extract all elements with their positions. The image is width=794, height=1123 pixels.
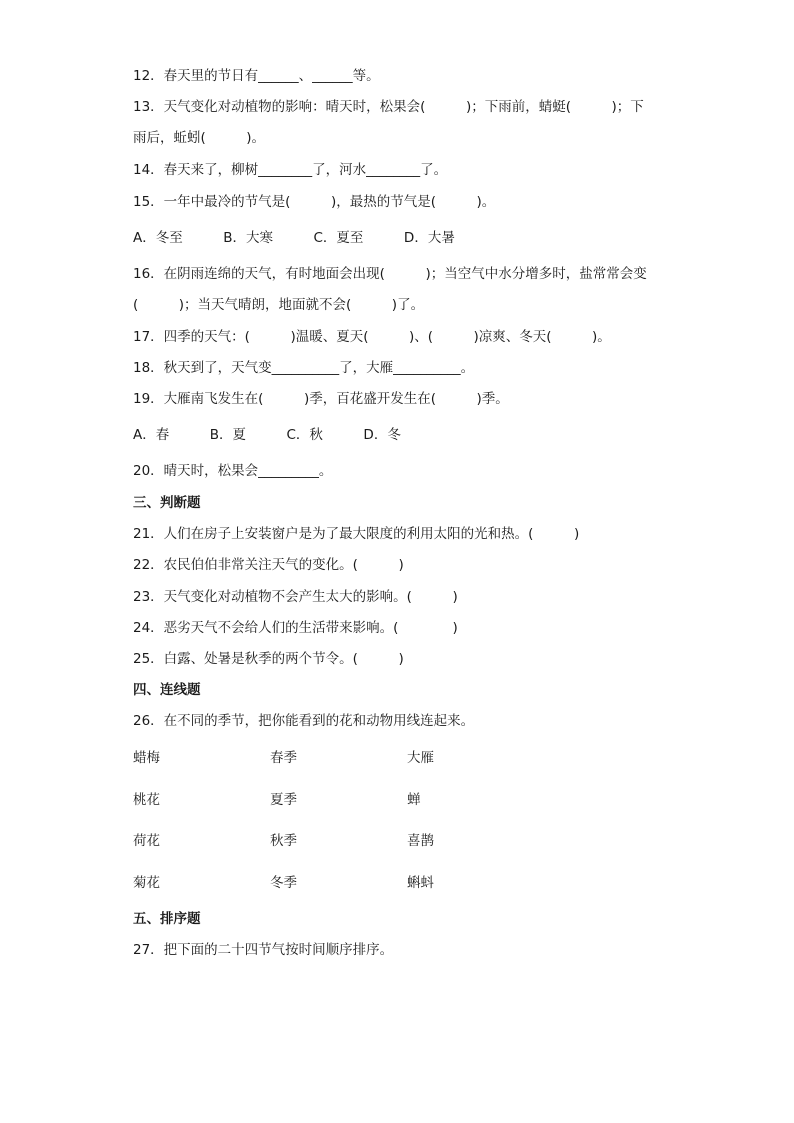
question-19-options: A．春 B．夏 C．秋 D．冬 (133, 427, 401, 443)
matching-season: 秋季 (270, 833, 297, 849)
question-15-options: A．冬至 B．大寒 C．夏至 D．大暑 (133, 230, 455, 246)
question-23: 23．天气变化对动植物不会产生太大的影响。( ) (133, 589, 458, 605)
question-20: 20．晴天时，松果会_________。 (133, 463, 333, 479)
section-5-title: 五、排序题 (133, 911, 201, 927)
question-15: 15．一年中最冷的节气是( )，最热的节气是( )。 (133, 194, 496, 210)
question-14: 14．春天来了，柳树________了，河水________了。 (133, 162, 448, 178)
section-4-title: 四、连线题 (133, 682, 201, 698)
matching-animal: 大雁 (407, 750, 434, 766)
question-26: 26．在不同的季节，把你能看到的花和动物用线连起来。 (133, 713, 475, 729)
question-24: 24．恶劣天气不会给人们的生活带来影响。( ) (133, 620, 458, 636)
question-21: 21．人们在房子上安装窗户是为了最大限度的利用太阳的光和热。( ) (133, 526, 580, 542)
matching-animal: 蝌蚪 (407, 875, 434, 891)
matching-flower: 荷花 (133, 833, 160, 849)
question-13-line-1: 13．天气变化对动植物的影响：晴天时，松果会( )；下雨前，蜻蜓( )；下 (133, 99, 644, 115)
question-27: 27．把下面的二十四节气按时间顺序排序。 (133, 942, 394, 958)
matching-flower: 桃花 (133, 792, 160, 808)
matching-flower: 蜡梅 (133, 750, 160, 766)
matching-season: 春季 (270, 750, 297, 766)
matching-flower: 菊花 (133, 875, 160, 891)
question-13-line-2: 雨后，蚯蚓( )。 (133, 130, 266, 146)
matching-animal: 蝉 (407, 792, 421, 808)
matching-animal: 喜鹊 (407, 833, 434, 849)
question-25: 25．白露、处暑是秋季的两个节令。( ) (133, 651, 404, 667)
question-22: 22．农民伯伯非常关注天气的变化。( ) (133, 557, 404, 573)
question-16-line-2: ( )；当天气晴朗，地面就不会( )了。 (133, 297, 425, 313)
question-18: 18．秋天到了，天气变__________了，大雁__________。 (133, 360, 475, 376)
question-12: 12．春天里的节日有______、______等。 (133, 68, 380, 84)
section-3-title: 三、判断题 (133, 495, 201, 511)
question-16-line-1: 16．在阴雨连绵的天气，有时地面会出现( )；当空气中水分增多时，盐常常会变 (133, 266, 647, 282)
question-19: 19．大雁南飞发生在( )季，百花盛开发生在( )季。 (133, 391, 509, 407)
matching-season: 夏季 (270, 792, 297, 808)
question-17: 17．四季的天气：( )温暖、夏天( )、( )凉爽、冬天( )。 (133, 329, 611, 345)
matching-season: 冬季 (270, 875, 297, 891)
